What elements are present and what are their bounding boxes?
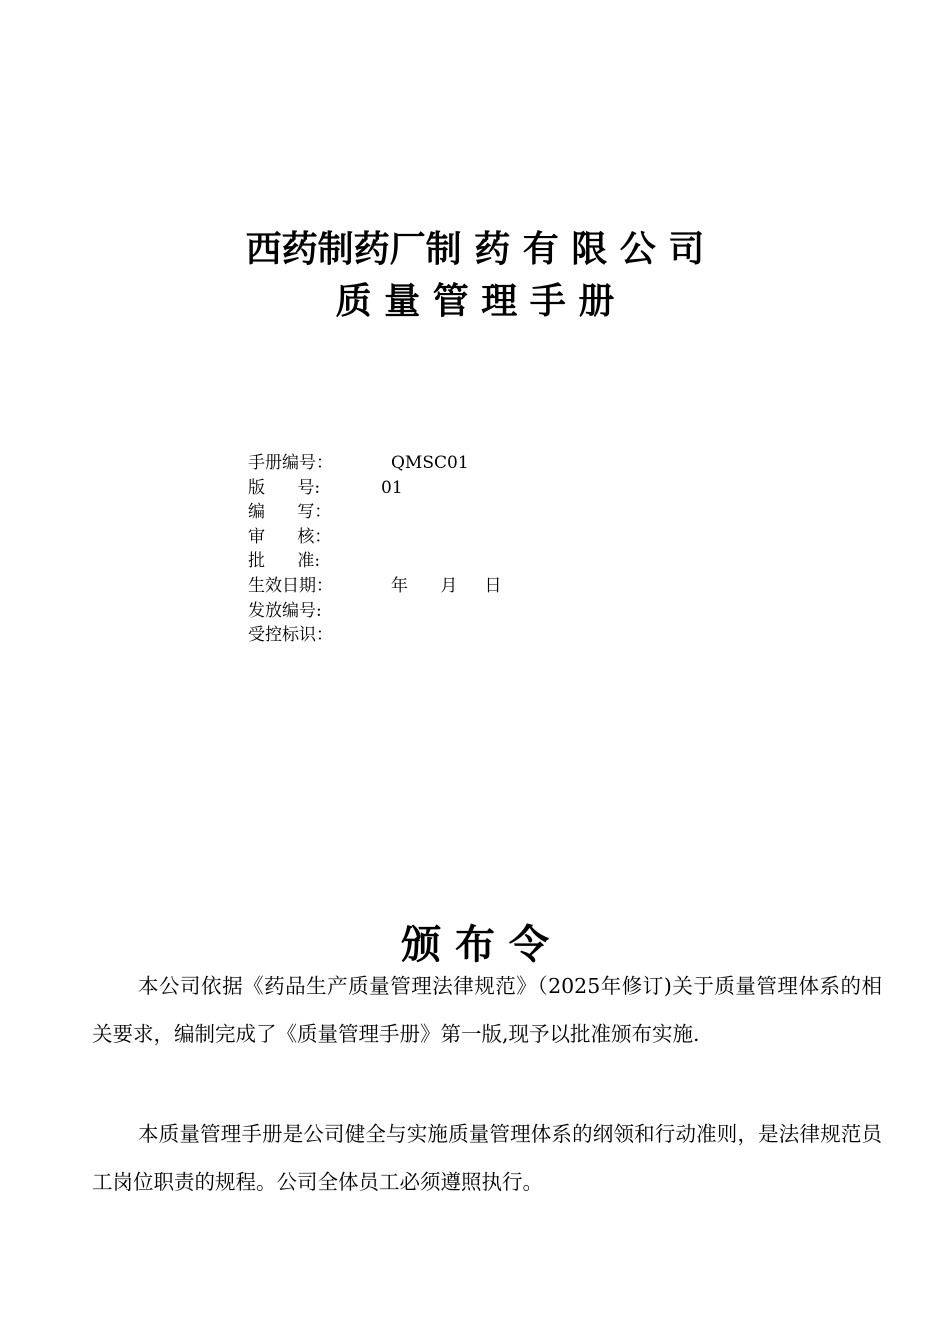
manual-number-value: QMSC01 [391, 453, 469, 473]
manual-title: 质 量 管 理 手 册 [335, 281, 615, 322]
effective-date-label: 生效日期： [248, 575, 333, 596]
decree-paragraph-1: 本公司依据《药品生产质量管理法律规范》（2025年修订)关于质量管理体系的相关要求，编制完成了《质量管理手册》第一版,现予以批准颁布实施. [92, 974, 882, 1046]
info-row-author [248, 500, 332, 525]
info-row-reviewer [248, 525, 332, 550]
info-row-distribution-number [248, 599, 322, 624]
control-mark-label: 受控标识： [248, 625, 333, 646]
approver-label: 批 准: [248, 551, 321, 572]
info-row-approver [248, 549, 321, 574]
version-label: 版 号: [248, 477, 321, 498]
info-row-control-mark [248, 623, 333, 648]
version-value: 01 [381, 477, 403, 498]
effective-date-value: 年 月 日 [391, 575, 502, 596]
author-label: 编 写： [248, 502, 332, 523]
distribution-number-label: 发放编号: [248, 600, 322, 621]
info-row-effective-date [248, 574, 502, 599]
reviewer-label: 审 核： [248, 526, 332, 547]
info-row-manual-number [248, 451, 469, 476]
manual-number-label: 手册编号： [248, 453, 333, 473]
info-row-version [248, 476, 403, 501]
decree-title: 颁 布 令 [401, 922, 549, 968]
document-info-block [248, 451, 502, 648]
company-title: 西药制药厂制 药 有 限 公 司 [245, 229, 705, 270]
decree-paragraph-2: 本质量管理手册是公司健全与实施质量管理体系的纲领和行动准则，是法律规范员工岗位职责的规程。公司全体员工必须遵照执行。 [92, 1122, 882, 1194]
